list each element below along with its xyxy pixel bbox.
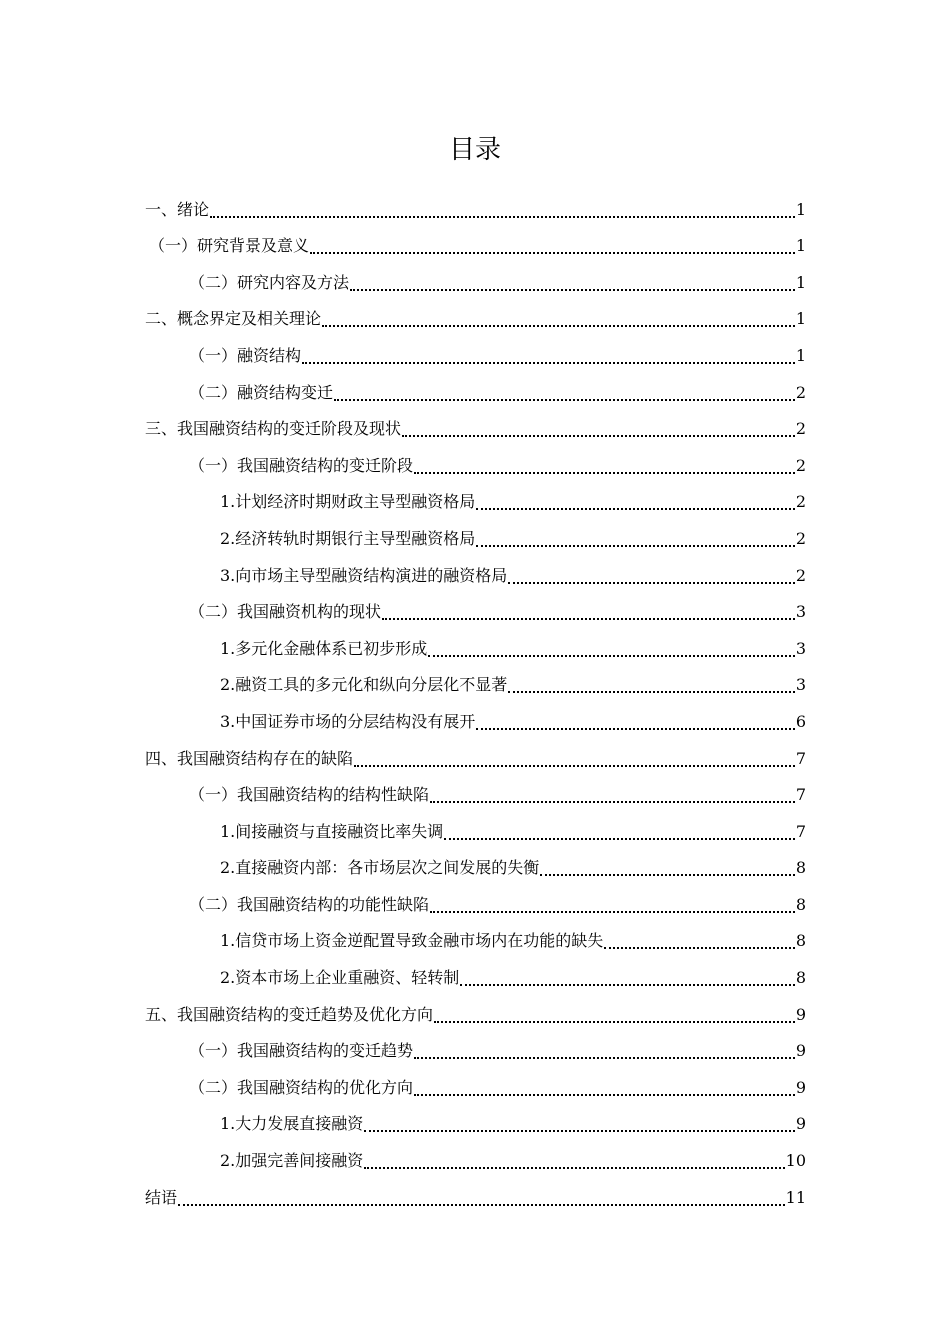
toc-entry-label: 一、绪论 bbox=[145, 199, 210, 219]
toc-entry-label: （二）我国融资结构的功能性缺陷 bbox=[189, 894, 430, 914]
toc-entry-label: （一）研究背景及意义 bbox=[149, 236, 310, 256]
dot-leader bbox=[434, 1003, 795, 1023]
toc-entry-page-number: 8 bbox=[795, 858, 806, 878]
toc-entry-label: （一）我国融资结构的结构性缺陷 bbox=[189, 785, 430, 805]
dot-leader bbox=[414, 1039, 795, 1059]
toc-entry-page-number: 2 bbox=[795, 455, 806, 475]
toc-entry-page-number: 2 bbox=[795, 565, 806, 585]
dot-leader bbox=[322, 307, 795, 327]
toc-entry-page-number: 1 bbox=[795, 272, 806, 292]
dot-leader bbox=[302, 344, 795, 364]
toc-entry[interactable] bbox=[145, 478, 806, 515]
toc-entry-page-number: 1 bbox=[795, 345, 806, 365]
table-of-contents bbox=[145, 185, 806, 1210]
dot-leader bbox=[310, 234, 795, 254]
dot-leader bbox=[460, 966, 795, 986]
dot-leader bbox=[430, 783, 795, 803]
toc-entry-label: 2.融资工具的多元化和纵向分层化不显著 bbox=[220, 675, 508, 695]
dot-leader bbox=[540, 856, 795, 876]
toc-entry[interactable] bbox=[145, 185, 806, 222]
dot-leader bbox=[476, 490, 795, 510]
toc-entry-label: 1.大力发展直接融资 bbox=[220, 1114, 364, 1134]
dot-leader bbox=[414, 454, 795, 474]
toc-entry[interactable] bbox=[145, 1027, 806, 1064]
page-title: 目录 bbox=[448, 135, 501, 165]
toc-entry[interactable] bbox=[145, 405, 806, 442]
toc-entry-label: 1.间接融资与直接融资比率失调 bbox=[220, 821, 444, 841]
toc-entry-page-number: 2 bbox=[795, 419, 806, 439]
dot-leader bbox=[210, 198, 795, 218]
toc-entry-page-number: 1 bbox=[795, 236, 806, 256]
toc-entry-page-number: 10 bbox=[785, 1151, 806, 1171]
dot-leader bbox=[178, 1186, 785, 1206]
dot-leader bbox=[354, 747, 795, 767]
toc-entry[interactable] bbox=[145, 990, 806, 1027]
toc-entry[interactable] bbox=[145, 844, 806, 881]
toc-entry-label: （一）我国融资结构的变迁阶段 bbox=[189, 455, 414, 475]
toc-entry[interactable] bbox=[145, 588, 806, 625]
toc-entry[interactable] bbox=[145, 331, 806, 368]
toc-entry[interactable] bbox=[145, 441, 806, 478]
toc-entry[interactable] bbox=[145, 807, 806, 844]
toc-entry[interactable] bbox=[145, 514, 806, 551]
toc-entry[interactable] bbox=[145, 624, 806, 661]
toc-entry-page-number: 1 bbox=[795, 199, 806, 219]
dot-leader bbox=[430, 893, 795, 913]
toc-entry-label: 三、我国融资结构的变迁阶段及现状 bbox=[145, 419, 402, 439]
toc-entry-label: （二）我国融资结构的优化方向 bbox=[189, 1077, 414, 1097]
toc-entry-label: （二）研究内容及方法 bbox=[189, 272, 350, 292]
toc-entry[interactable] bbox=[145, 697, 806, 734]
toc-entry[interactable] bbox=[145, 1100, 806, 1137]
toc-entry-label: （二）融资结构变迁 bbox=[189, 382, 334, 402]
toc-entry-label: 3.中国证券市场的分层结构没有展开 bbox=[220, 711, 476, 731]
toc-entry-page-number: 1 bbox=[795, 309, 806, 329]
toc-entry-page-number: 3 bbox=[795, 638, 806, 658]
toc-entry-label: 五、我国融资结构的变迁趋势及优化方向 bbox=[145, 1004, 434, 1024]
toc-entry[interactable] bbox=[145, 258, 806, 295]
toc-entry-label: 2.加强完善间接融资 bbox=[220, 1151, 364, 1171]
dot-leader bbox=[508, 673, 795, 693]
toc-entry-page-number: 8 bbox=[795, 894, 806, 914]
toc-entry[interactable] bbox=[145, 771, 806, 808]
toc-entry[interactable] bbox=[145, 295, 806, 332]
toc-entry-page-number: 7 bbox=[795, 748, 806, 768]
toc-entry-label: （一）我国融资结构的变迁趋势 bbox=[189, 1041, 414, 1061]
toc-entry-label: 四、我国融资结构存在的缺陷 bbox=[145, 748, 354, 768]
toc-entry[interactable] bbox=[145, 1063, 806, 1100]
toc-entry[interactable] bbox=[145, 661, 806, 698]
toc-entry[interactable] bbox=[145, 368, 806, 405]
dot-leader bbox=[350, 271, 795, 291]
dot-leader bbox=[414, 1076, 795, 1096]
toc-entry-page-number: 7 bbox=[795, 785, 806, 805]
dot-leader bbox=[364, 1149, 784, 1169]
dot-leader bbox=[476, 527, 795, 547]
toc-entry-label: 3.向市场主导型融资结构演进的融资格局 bbox=[220, 565, 508, 585]
toc-entry-page-number: 3 bbox=[795, 602, 806, 622]
dot-leader bbox=[364, 1112, 795, 1132]
dot-leader bbox=[428, 637, 795, 657]
toc-entry-label: 1.多元化金融体系已初步形成 bbox=[220, 638, 428, 658]
toc-entry-page-number: 8 bbox=[795, 931, 806, 951]
toc-entry-page-number: 9 bbox=[795, 1077, 806, 1097]
toc-entry-label: 2.直接融资内部：各市场层次之间发展的失衡 bbox=[220, 858, 540, 878]
toc-entry-page-number: 9 bbox=[795, 1004, 806, 1024]
toc-entry-page-number: 3 bbox=[795, 675, 806, 695]
toc-entry-page-number: 9 bbox=[795, 1114, 806, 1134]
toc-entry[interactable] bbox=[145, 1136, 806, 1173]
toc-entry-page-number: 6 bbox=[795, 711, 806, 731]
toc-entry-label: 2.经济转轨时期银行主导型融资格局 bbox=[220, 528, 476, 548]
toc-entry-label: 结语 bbox=[145, 1187, 178, 1207]
toc-entry-page-number: 2 bbox=[795, 492, 806, 512]
toc-entry-page-number: 2 bbox=[795, 382, 806, 402]
toc-entry-label: 1.信贷市场上资金逆配置导致金融市场内在功能的缺失 bbox=[220, 931, 604, 951]
toc-entry-page-number: 11 bbox=[785, 1187, 806, 1207]
toc-entry-page-number: 9 bbox=[795, 1041, 806, 1061]
toc-entry-label: 1.计划经济时期财政主导型融资格局 bbox=[220, 492, 476, 512]
toc-entry[interactable] bbox=[145, 551, 806, 588]
toc-entry[interactable] bbox=[145, 222, 806, 259]
toc-entry-page-number: 8 bbox=[795, 968, 806, 988]
dot-leader bbox=[334, 381, 795, 401]
toc-entry-label: （二）我国融资机构的现状 bbox=[189, 602, 382, 622]
toc-entry-page-number: 2 bbox=[795, 528, 806, 548]
dot-leader bbox=[382, 600, 795, 620]
toc-entry[interactable] bbox=[145, 880, 806, 917]
toc-entry[interactable] bbox=[145, 917, 806, 954]
dot-leader bbox=[444, 820, 795, 840]
toc-entry-label: （一）融资结构 bbox=[189, 345, 302, 365]
dot-leader bbox=[508, 564, 795, 584]
toc-entry-page-number: 7 bbox=[795, 821, 806, 841]
toc-entry[interactable] bbox=[145, 953, 806, 990]
toc-entry-label: 2.资本市场上企业重融资、轻转制 bbox=[220, 968, 460, 988]
dot-leader bbox=[476, 710, 795, 730]
toc-entry-label: 二、概念界定及相关理论 bbox=[145, 309, 322, 329]
toc-entry[interactable] bbox=[145, 734, 806, 771]
toc-entry[interactable] bbox=[145, 1173, 806, 1210]
dot-leader bbox=[604, 929, 795, 949]
dot-leader bbox=[402, 417, 795, 437]
